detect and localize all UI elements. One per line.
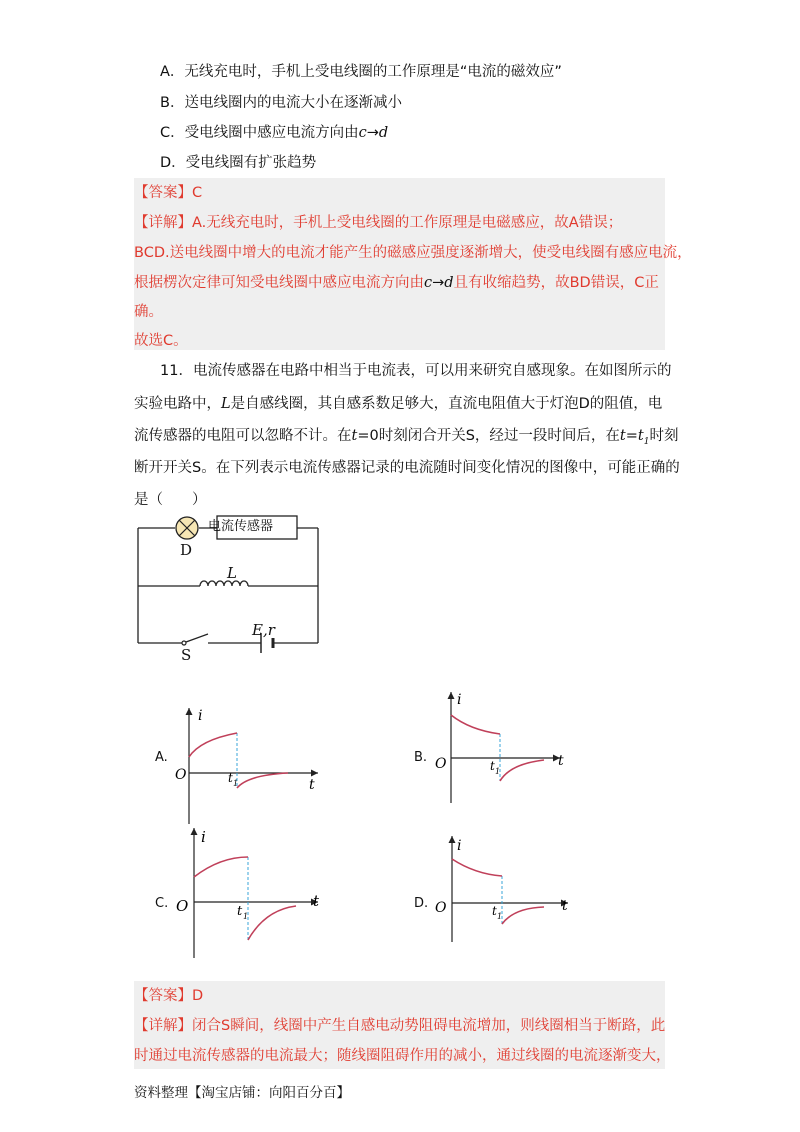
detail-1-line-3-suffix: 且有收缩趋势，故BD错误，C正 [453, 275, 659, 291]
detail-1-arrow: → [432, 275, 445, 291]
option-b: B．送电线圈内的电流大小在逐渐减小 [160, 95, 402, 111]
graph-a-t1-sub: 1 [233, 779, 239, 788]
q11-l3c: =0时刻闭合开关S，经过一段时间后，在 [357, 428, 620, 444]
detail-1-var-c: c [424, 275, 433, 291]
graph-b-y-label: i [457, 692, 462, 708]
detail-2-label: 【详解】 [134, 1018, 192, 1034]
graph-a-y-label: i [198, 708, 203, 724]
battery-label: E,r [252, 621, 275, 639]
detail-1-label: 【详解】 [134, 215, 192, 231]
graph-d-origin: O [435, 900, 447, 916]
q11-l3h: 时刻 [649, 428, 679, 444]
bulb-label: D [180, 541, 193, 559]
graph-a-origin: O [175, 767, 187, 783]
graph-c-t1: t [237, 904, 243, 919]
q11-l3e: = [625, 428, 638, 444]
answer-box-1 [134, 178, 665, 350]
question-11-line-3 [134, 426, 678, 452]
graph-d-t1-sub: 1 [497, 912, 503, 921]
graph-b-curve-charging [451, 715, 500, 734]
q11-var-L: L [221, 396, 231, 412]
graph-c-t1-sub: 1 [243, 912, 249, 921]
graph-d-curve-charging [452, 859, 502, 876]
graph-b [430, 688, 590, 818]
detail-2-line-1 [134, 1016, 665, 1036]
graph-d-t1: t [492, 904, 497, 918]
option-c-arrow: → [366, 125, 379, 141]
graph-b-option: B. [414, 750, 428, 765]
answer-2-value: D [192, 988, 204, 1004]
inductor-label: L [227, 564, 237, 582]
q11-var-t1: t [637, 428, 644, 444]
switch-icon [182, 634, 208, 645]
graph-c-option: C. [155, 896, 169, 911]
graph-c-origin: O [176, 897, 189, 915]
graph-b-t1: t [490, 759, 495, 773]
answer-2-label: 【答案】 [134, 988, 192, 1004]
switch-label: S [181, 646, 192, 664]
bulb-icon [176, 517, 198, 539]
graph-b-origin: O [435, 756, 447, 772]
answer-1-label: 【答案】 [134, 185, 192, 201]
option-c-var-d: d [378, 125, 389, 141]
option-c-var-c: c [358, 125, 367, 141]
detail-1-line-4: 确。 [134, 304, 163, 320]
footer-text: 资料整理【淘宝店铺：向阳百分百】 [134, 1085, 350, 1101]
sensor-label: 电流传感器 [208, 519, 274, 534]
detail-1-line-3 [134, 273, 659, 293]
graph-a-t1: t [228, 771, 233, 785]
answer-2 [134, 986, 203, 1006]
detail-1-line-5: 故选C。 [134, 333, 188, 349]
detail-1-line-3-prefix: 根据楞次定律可知受电线圈中感应电流方向由 [134, 275, 424, 291]
graph-b-curve-discharging [500, 760, 544, 781]
detail-1-var-d: d [444, 275, 454, 291]
detail-1-text-1: A.无线充电时，手机上受电线圈的工作原理是电磁感应，故A错误； [192, 215, 623, 231]
graph-d-option: D. [414, 896, 429, 911]
q11-var-t1-sub: 1 [643, 436, 650, 447]
graph-d [430, 832, 590, 962]
q11-l2a: 实验电路中， [134, 396, 221, 412]
graph-c-curve-charging [194, 857, 248, 877]
graph-a-x-label: t [309, 777, 315, 793]
answer-1-value: C [192, 185, 203, 201]
question-11-line-1: 11．电流传感器在电路中相当于电流表，可以用来研究自感现象。在如图所示的 [160, 363, 672, 379]
graph-a [170, 702, 330, 832]
q11-l3a: 流传感器的电阻可以忽略不计。在 [134, 428, 352, 444]
detail-2-line-2: 时通过电流传感器的电流最大；随线圈阻碍作用的减小，通过线圈的电流逐渐变大， [134, 1048, 671, 1064]
detail-1-line-2: BCD.送电线圈中增大的电流才能产生的磁感应强度逐渐增大，使受电线圈有感应电流， [134, 245, 692, 261]
question-11-line-2 [134, 394, 662, 414]
graph-c [170, 822, 340, 962]
graph-a-curve-discharging [237, 773, 288, 788]
inductor-icon [200, 581, 248, 586]
option-c-text: C．受电线圈中感应电流方向由 [160, 125, 359, 141]
q11-var-t-a: t [351, 428, 358, 444]
answer-1 [134, 183, 202, 203]
q11-l2c: 是自感线圈，其自感系数足够大，直流电阻值大于灯泡D的阻值，电 [230, 396, 663, 412]
detail-1-line-1 [134, 213, 622, 233]
graph-c-x-label: t [313, 892, 320, 910]
question-11-line-4: 断开开关S。在下列表示电流传感器记录的电流随时间变化情况的图像中，可能正确的 [134, 460, 680, 476]
option-a: A．无线充电时，手机上受电线圈的工作原理是“电流的磁效应” [160, 64, 562, 80]
graph-d-curve-discharging [502, 907, 544, 924]
option-c [160, 123, 388, 143]
graph-a-option: A. [155, 750, 168, 765]
graph-d-x-label: t [562, 898, 568, 914]
graph-c-y-label: i [201, 828, 206, 846]
question-11-line-5: 是（ ） [134, 492, 207, 508]
graph-c-curve-discharging [248, 906, 296, 940]
graph-b-x-label: t [558, 753, 564, 769]
graph-b-t1-sub: 1 [495, 767, 501, 776]
graph-d-y-label: i [457, 838, 462, 854]
q11-var-t-b: t [619, 428, 626, 444]
detail-2-text-1: 闭合S瞬间，线圈中产生自感电动势阻碍电流增加，则线圈相当于断路，此 [192, 1018, 666, 1034]
graph-a-curve-charging [189, 733, 237, 757]
option-d: D．受电线圈有扩张趋势 [160, 155, 317, 171]
